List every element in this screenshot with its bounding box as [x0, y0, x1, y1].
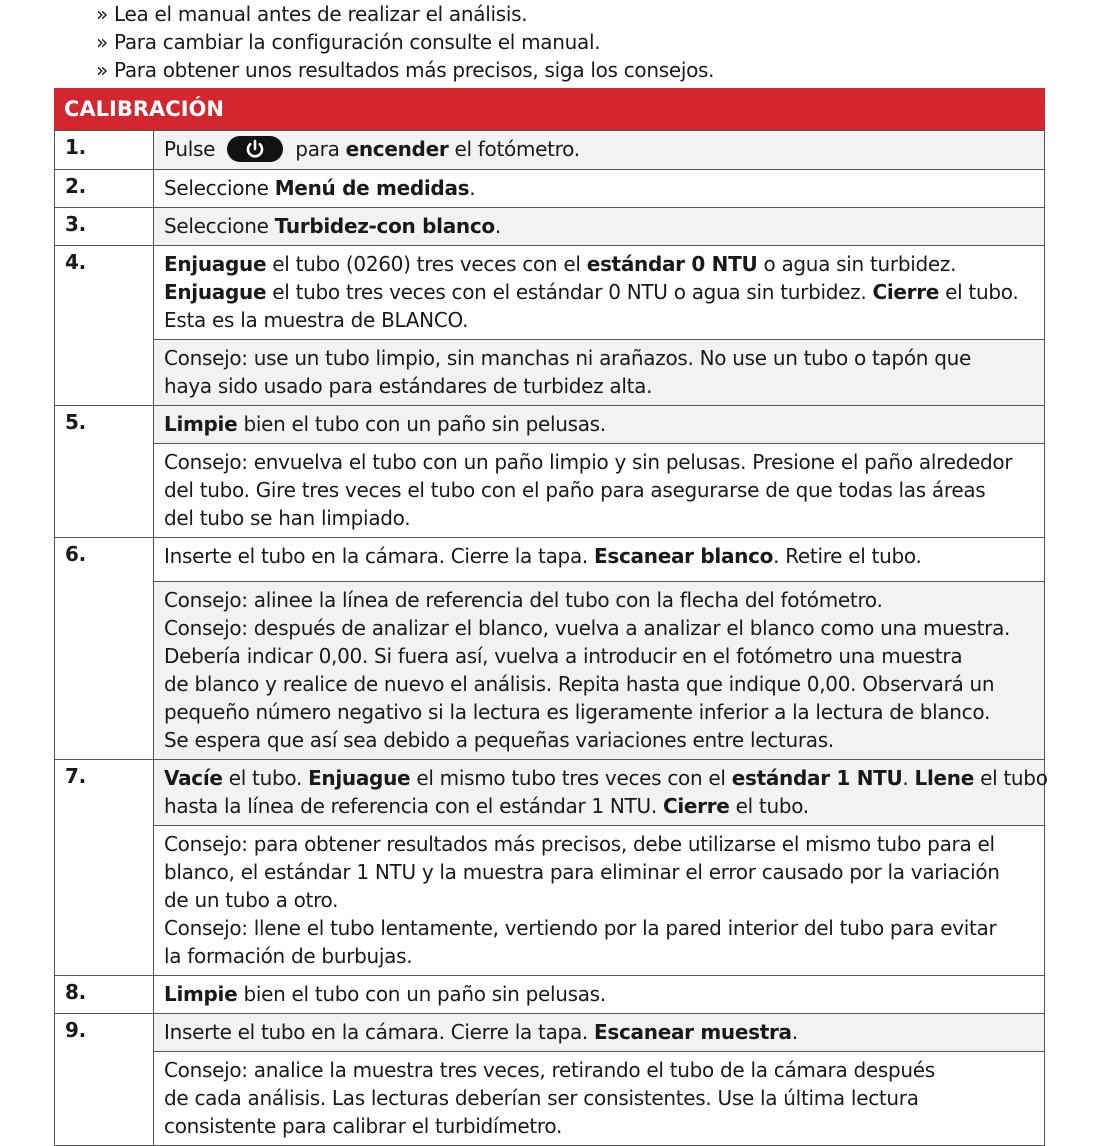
step-number: 8.	[55, 975, 154, 1013]
step-text-part: el fotómetro.	[454, 137, 580, 161]
step-keyword: estándar 0 NTU	[586, 251, 758, 276]
step-keyword: Limpie	[164, 981, 238, 1006]
tip-line: Consejo: envuelva el tubo con un paño limpio y sin pelusas. Presione el paño alrededor	[164, 449, 1013, 474]
step-text-part: el tubo	[974, 765, 1048, 790]
step-text-part: Seleccione	[164, 175, 269, 200]
step-tip	[154, 339, 1045, 405]
step-text-part: Inserte el tubo en la cámara. Cierre la tapa.	[164, 1019, 595, 1044]
step-keyword: Cierre	[872, 279, 940, 304]
tip-line: de cada análisis. Las lecturas deberían ser consistentes. Use la última lectura	[164, 1085, 919, 1110]
step-text	[154, 245, 1045, 339]
bullet-item: » Para cambiar la configuración consulte el manual.	[96, 30, 601, 54]
step-keyword: encender	[345, 137, 449, 161]
step-number: 4.	[55, 245, 154, 405]
step-text-part: bien el tubo con un paño sin pelusas.	[237, 981, 606, 1006]
step-row	[55, 537, 1045, 581]
step-keyword: Vacíe	[164, 765, 223, 790]
step-text-part: Seleccione	[164, 213, 269, 238]
step-text-part: Esta es la muestra de BLANCO.	[164, 307, 469, 332]
step-keyword: Escanear blanco	[594, 543, 774, 568]
step-text-part: el tubo.	[939, 279, 1019, 304]
tip-line: Consejo: alinee la línea de referencia del tubo con la flecha del fotómetro.	[164, 587, 883, 612]
tip-line: del tubo. Gire tres veces el tubo con el paño para asegurarse de que todas las áreas	[164, 477, 986, 502]
step-text-part: el tubo.	[222, 765, 309, 790]
tip-line: blanco, el estándar 1 NTU y la muestra para eliminar el error causado por la variación	[164, 859, 1000, 884]
step-text	[154, 131, 1045, 170]
tip-line: Consejo: use un tubo limpio, sin manchas ni arañazos. No use un tubo o tapón que	[164, 345, 971, 370]
step-tip-row	[55, 581, 1045, 759]
step-text	[154, 537, 1045, 581]
step-row	[55, 975, 1045, 1013]
step-keyword: Escanear muestra	[594, 1019, 792, 1044]
tip-line: del tubo se han limpiado.	[164, 505, 411, 530]
tip-line: de blanco y realice de nuevo el análisis. Repita hasta que indique 0,00. Observará un	[164, 671, 995, 696]
step-tip-row	[55, 1051, 1045, 1145]
step-keyword: Enjuague	[308, 765, 411, 790]
step-row	[55, 245, 1045, 339]
step-text-part: Pulse	[164, 137, 216, 161]
step-keyword: estándar 1 NTU	[731, 765, 903, 790]
step-text-part: para	[295, 137, 340, 161]
step-tip-row	[55, 443, 1045, 537]
step-number: 1.	[55, 131, 154, 170]
step-tip	[154, 581, 1045, 759]
step-row	[55, 759, 1045, 825]
step-text	[154, 975, 1045, 1013]
step-text-part: el tubo.	[729, 793, 809, 818]
step-text-part: .	[469, 175, 476, 200]
tip-line: Consejo: para obtener resultados más precisos, debe utilizarse el mismo tubo para el	[164, 831, 995, 856]
step-text	[154, 1013, 1045, 1051]
step-keyword: Cierre	[662, 793, 730, 818]
step-keyword: Turbidez-con blanco	[274, 213, 495, 238]
step-number: 9.	[55, 1013, 154, 1145]
step-tip-row	[55, 825, 1045, 975]
step-number: 5.	[55, 405, 154, 537]
step-text-part: el tubo tres veces con el estándar 0 NTU o agua sin turbidez.	[266, 279, 873, 304]
step-row	[55, 405, 1045, 443]
tip-line: Se espera que así sea debido a pequeñas variaciones entre lecturas.	[164, 727, 834, 752]
step-number: 3.	[55, 207, 154, 245]
step-text	[154, 207, 1045, 245]
tip-line: Consejo: analice la muestra tres veces, retirando el tubo de la cámara después	[164, 1057, 935, 1082]
step-text	[154, 405, 1045, 443]
tip-line: la formación de burbujas.	[164, 943, 413, 968]
step-text-part: .	[494, 213, 501, 238]
step-text-part: .	[902, 765, 915, 790]
tip-line: consistente para calibrar el turbidímetro.	[164, 1113, 563, 1138]
step-tip	[154, 1051, 1045, 1145]
tip-line: Debería indicar 0,00. Si fuera así, vuelva a introducir en el fotómetro una muestra	[164, 643, 963, 668]
step-number: 7.	[55, 759, 154, 975]
step-text-part: el tubo (0260) tres veces con el	[266, 251, 587, 276]
step-row	[55, 1013, 1045, 1051]
step-keyword: Llene	[914, 765, 975, 790]
step-text-part: bien el tubo con un paño sin pelusas.	[237, 411, 606, 436]
step-text	[154, 759, 1048, 825]
step-tip	[154, 443, 1045, 537]
step-keyword: Enjuague	[164, 279, 267, 304]
step-keyword: Menú de medidas	[274, 175, 470, 200]
step-row	[55, 207, 1045, 245]
tip-line: Consejo: llene el tubo lentamente, vertiendo por la pared interior del tubo para evitar	[164, 915, 997, 940]
step-text-part: . Retire el tubo.	[773, 543, 922, 568]
step-keyword: Limpie	[164, 411, 238, 436]
bullet-item: » Para obtener unos resultados más precisos, siga los consejos.	[96, 58, 715, 82]
step-number: 2.	[55, 169, 154, 207]
step-text-part: .	[791, 1019, 798, 1044]
tip-line: Consejo: después de analizar el blanco, vuelva a analizar el blanco como una muestra.	[164, 615, 1011, 640]
step-text-part: o agua sin turbidez.	[757, 251, 957, 276]
step-text-part: hasta la línea de referencia con el estándar 1 NTU.	[164, 793, 663, 818]
step-keyword: Enjuague	[164, 251, 267, 276]
step-text	[154, 169, 1045, 207]
tip-line: haya sido usado para estándares de turbidez alta.	[164, 373, 653, 398]
step-number: 6.	[55, 537, 154, 759]
step-text-part: el mismo tubo tres veces con el	[410, 765, 732, 790]
bullet-item: » Lea el manual antes de realizar el análisis.	[96, 2, 528, 26]
step-tip	[154, 825, 1045, 975]
section-header-calibracion: CALIBRACIÓN	[54, 88, 1045, 130]
instruction-bullets	[96, 0, 714, 84]
step-row	[55, 131, 1045, 170]
step-text-part: Inserte el tubo en la cámara. Cierre la tapa.	[164, 543, 595, 568]
step-tip-row	[55, 339, 1045, 405]
step-row	[55, 169, 1045, 207]
tip-line: de un tubo a otro.	[164, 887, 339, 912]
power-button-icon	[227, 136, 283, 162]
calibration-steps-table	[54, 130, 1048, 1146]
tip-line: pequeño número negativo si la lectura es ligeramente inferior a la lectura de blanco.	[164, 699, 991, 724]
